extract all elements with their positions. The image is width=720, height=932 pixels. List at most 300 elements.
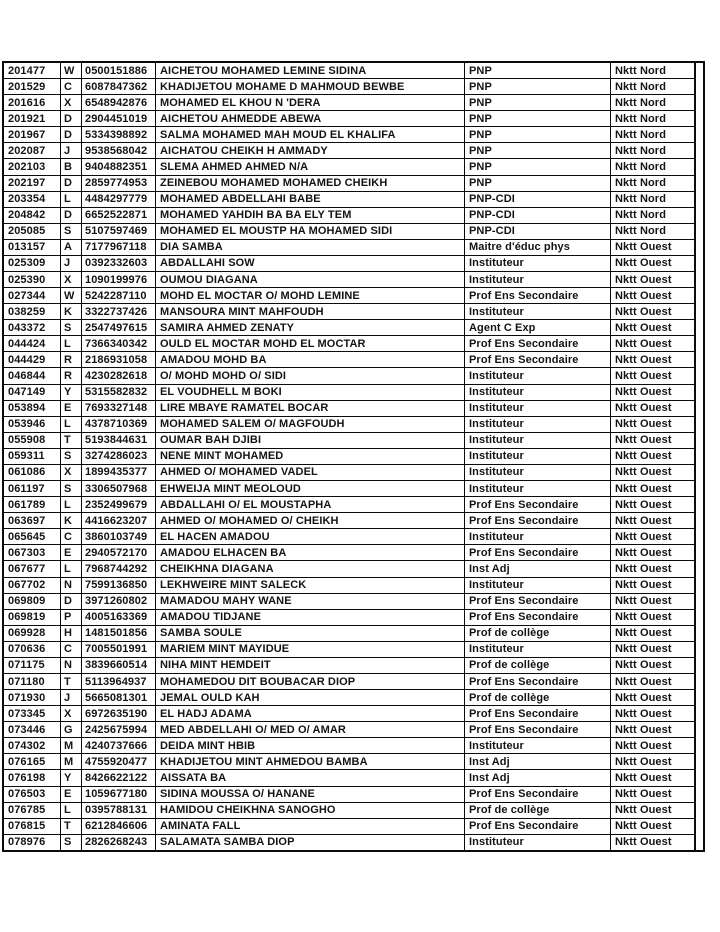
cell-job: Prof Ens Secondaire	[465, 594, 611, 609]
cell-id: 069819	[4, 610, 61, 625]
table-row	[4, 79, 694, 95]
cell-letter: S	[61, 481, 82, 496]
cell-id: 067702	[4, 578, 61, 593]
cell-region: Nktt Nord	[615, 225, 667, 238]
cell-job: Prof de collège	[465, 658, 611, 673]
cell-number: 7599136850	[82, 578, 156, 593]
table-row	[4, 159, 694, 175]
cell-id: 044429	[4, 352, 61, 367]
cell-letter: M	[61, 738, 82, 753]
cell-job: Instituteur	[465, 578, 611, 593]
cell-id: 038259	[4, 304, 61, 319]
cell-letter: J	[61, 256, 82, 271]
cell-name: AMADOU ELHACEN BA	[156, 545, 465, 560]
cell-region: Nktt Nord	[615, 209, 667, 222]
cell-region: Nktt Ouest	[615, 627, 672, 640]
cell-region: Nktt Nord	[615, 161, 667, 173]
table-row	[4, 706, 694, 722]
cell-number: 1059677180	[82, 787, 156, 802]
table-row	[4, 545, 694, 561]
table-row	[4, 465, 694, 481]
cell-name: ZEINEBOU MOHAMED MOHAMED CHEIKH	[156, 176, 465, 191]
cell-name: EL VOUDHELL M BOKI	[156, 385, 465, 400]
cell-name: AISSATA BA	[156, 770, 465, 785]
cell-id: 069928	[4, 626, 61, 641]
cell-name: SAMIRA AHMED ZENATY	[156, 320, 465, 335]
table-row	[4, 127, 694, 143]
cell-number: 2425675994	[82, 722, 156, 737]
cell-job: Prof Ens Secondaire	[465, 706, 611, 721]
cell-region: Nktt Ouest	[615, 289, 672, 302]
cell-region: Nktt Ouest	[615, 804, 672, 817]
table-grid	[4, 63, 696, 850]
table-row	[4, 770, 694, 786]
cell-name: JEMAL OULD KAH	[156, 690, 465, 705]
cell-number: 5242287110	[82, 288, 156, 303]
table-row	[4, 481, 694, 497]
cell-job: Prof de collège	[465, 803, 611, 818]
cell-letter: S	[61, 835, 82, 850]
cell-region: Nktt Ouest	[615, 579, 672, 592]
cell-job: PNP	[465, 79, 611, 94]
cell-letter: K	[61, 304, 82, 319]
table-row	[4, 513, 694, 529]
cell-letter: N	[61, 658, 82, 673]
cell-job: Instituteur	[465, 465, 611, 480]
cell-name: SAMBA SOULE	[156, 626, 465, 641]
table-row	[4, 610, 694, 626]
cell-number: 3839660514	[82, 658, 156, 673]
table-row	[4, 368, 694, 384]
cell-id: 201967	[4, 127, 61, 142]
cell-name: MOHAMEDOU DIT BOUBACAR DIOP	[156, 674, 465, 689]
table-row	[4, 738, 694, 754]
cell-region: Nktt Ouest	[615, 771, 672, 784]
cell-letter: D	[61, 208, 82, 223]
table-row	[4, 192, 694, 208]
cell-letter: C	[61, 642, 82, 657]
cell-job: Inst Adj	[465, 561, 611, 576]
cell-number: 5193844631	[82, 433, 156, 448]
cell-name: CHEIKHNA DIAGANA	[156, 561, 465, 576]
cell-region: Nktt Ouest	[615, 707, 672, 720]
cell-region: Nktt Nord	[615, 80, 667, 93]
cell-letter: J	[61, 690, 82, 705]
cell-id: 071175	[4, 658, 61, 673]
cell-number: 4240737666	[82, 738, 156, 753]
cell-number: 6548942876	[82, 95, 156, 110]
cell-job: PNP	[465, 111, 611, 126]
cell-id: 076503	[4, 787, 61, 802]
cell-name: EL HACEN AMADOU	[156, 529, 465, 544]
cell-name: HAMIDOU CHEIKHNA SANOGHO	[156, 803, 465, 818]
cell-letter: B	[61, 159, 82, 174]
cell-job: Prof Ens Secondaire	[465, 288, 611, 303]
cell-id: 202087	[4, 143, 61, 158]
cell-region: Nktt Ouest	[615, 305, 672, 318]
cell-name: ABDALLAHI SOW	[156, 256, 465, 271]
cell-region: Nktt Ouest	[615, 257, 672, 270]
cell-letter: L	[61, 497, 82, 512]
cell-job: PNP	[465, 176, 611, 191]
cell-name: LEKHWEIRE MINT SALECK	[156, 578, 465, 593]
cell-region: Nktt Ouest	[615, 402, 672, 415]
cell-id: 053946	[4, 417, 61, 432]
cell-id: 076815	[4, 819, 61, 834]
cell-letter: C	[61, 529, 82, 544]
cell-id: 063697	[4, 513, 61, 528]
table-row	[4, 320, 694, 336]
table-row	[4, 336, 694, 352]
cell-job: Instituteur	[465, 272, 611, 287]
cell-id: 061197	[4, 481, 61, 496]
cell-letter: D	[61, 176, 82, 191]
cell-name: SALAMATA SAMBA DIOP	[156, 835, 465, 850]
cell-name: O/ MOHD MOHD O/ SIDI	[156, 368, 465, 383]
cell-region: Nktt Ouest	[615, 675, 672, 688]
cell-name: MANSOURA MINT MAHFOUDH	[156, 304, 465, 319]
cell-letter: X	[61, 272, 82, 287]
cell-name: MOHAMED ABDELLAHI BABE	[156, 192, 465, 207]
table-row	[4, 787, 694, 803]
cell-region: Nktt Ouest	[615, 386, 672, 399]
cell-id: 071180	[4, 674, 61, 689]
cell-number: 5107597469	[82, 224, 156, 239]
cell-id: 202197	[4, 176, 61, 191]
table-row	[4, 111, 694, 127]
cell-job: Prof Ens Secondaire	[465, 787, 611, 802]
cell-letter: L	[61, 803, 82, 818]
cell-job: Instituteur	[465, 304, 611, 319]
cell-job: Instituteur	[465, 385, 611, 400]
cell-letter: E	[61, 545, 82, 560]
cell-id: 059311	[4, 449, 61, 464]
cell-number: 0395788131	[82, 803, 156, 818]
cell-letter: E	[61, 787, 82, 802]
table-row	[4, 272, 694, 288]
cell-region: Nktt Ouest	[615, 546, 672, 559]
cell-name: AHMED O/ MOHAMED O/ CHEIKH	[156, 513, 465, 528]
cell-job: PNP	[465, 127, 611, 142]
cell-number: 6972635190	[82, 706, 156, 721]
cell-name: MARIEM MINT MAYIDUE	[156, 642, 465, 657]
table-row	[4, 256, 694, 272]
cell-id: 203354	[4, 192, 61, 207]
cell-number: 2940572170	[82, 545, 156, 560]
cell-region: Nktt Ouest	[615, 820, 672, 833]
cell-region: Nktt Nord	[615, 112, 667, 125]
cell-letter: T	[61, 674, 82, 689]
table-row	[4, 626, 694, 642]
cell-job: Prof Ens Secondaire	[465, 722, 611, 737]
cell-job: PNP-CDI	[465, 224, 611, 239]
table-row	[4, 690, 694, 706]
cell-name: NENE MINT MOHAMED	[156, 449, 465, 464]
table-row	[4, 433, 694, 449]
cell-id: 076785	[4, 803, 61, 818]
cell-name: DIA SAMBA	[156, 240, 465, 255]
cell-number: 1481501856	[82, 626, 156, 641]
cell-id: 071930	[4, 690, 61, 705]
cell-number: 3322737426	[82, 304, 156, 319]
cell-letter: K	[61, 513, 82, 528]
cell-number: 2186931058	[82, 352, 156, 367]
cell-job: PNP-CDI	[465, 208, 611, 223]
cell-job: PNP	[465, 159, 611, 174]
cell-job: Prof Ens Secondaire	[465, 819, 611, 834]
cell-letter: E	[61, 401, 82, 416]
cell-region: Nktt Ouest	[615, 337, 672, 350]
cell-number: 4755920477	[82, 754, 156, 769]
table-row	[4, 449, 694, 465]
cell-letter: Y	[61, 385, 82, 400]
cell-job: Instituteur	[465, 835, 611, 850]
cell-number: 2904451019	[82, 111, 156, 126]
cell-name: LIRE MBAYE RAMATEL BOCAR	[156, 401, 465, 416]
cell-name: MOHAMED EL MOUSTP HA MOHAMED SIDI	[156, 224, 465, 239]
cell-letter: T	[61, 433, 82, 448]
cell-name: AMADOU TIDJANE	[156, 610, 465, 625]
cell-region: Nktt Ouest	[615, 273, 672, 286]
cell-id: 076165	[4, 754, 61, 769]
cell-number: 9538568042	[82, 143, 156, 158]
cell-region: Nktt Nord	[615, 96, 667, 109]
cell-number: 4416623207	[82, 513, 156, 528]
table-row	[4, 722, 694, 738]
cell-id: 043372	[4, 320, 61, 335]
cell-id: 201921	[4, 111, 61, 126]
cell-job: Instituteur	[465, 401, 611, 416]
cell-name: ABDALLAHI O/ EL MOUSTAPHA	[156, 497, 465, 512]
cell-number: 2859774953	[82, 176, 156, 191]
cell-number: 4378710369	[82, 417, 156, 432]
cell-job: Prof Ens Secondaire	[465, 674, 611, 689]
cell-name: EHWEIJA MINT MEOLOUD	[156, 481, 465, 496]
cell-region: Nktt Ouest	[615, 321, 672, 334]
cell-region: Nktt Nord	[615, 193, 667, 206]
cell-letter: S	[61, 449, 82, 464]
cell-region: Nktt Ouest	[615, 836, 672, 849]
cell-region: Nktt Ouest	[615, 739, 672, 752]
table-row	[4, 208, 694, 224]
cell-number: 6212846606	[82, 819, 156, 834]
cell-number: 5334398892	[82, 127, 156, 142]
cell-letter: N	[61, 578, 82, 593]
cell-letter: W	[61, 63, 82, 78]
table-row	[4, 385, 694, 401]
cell-region: Nktt Ouest	[615, 755, 672, 768]
table-row	[4, 642, 694, 658]
cell-id: 201529	[4, 79, 61, 94]
cell-region: Nktt Ouest	[615, 514, 672, 527]
cell-number: 2547497615	[82, 320, 156, 335]
cell-letter: S	[61, 320, 82, 335]
table-row	[4, 240, 694, 256]
cell-letter: Y	[61, 770, 82, 785]
table-row	[4, 288, 694, 304]
cell-letter: M	[61, 754, 82, 769]
table-row	[4, 352, 694, 368]
cell-id: 205085	[4, 224, 61, 239]
cell-region: Nktt Ouest	[615, 595, 672, 608]
cell-id: 025309	[4, 256, 61, 271]
cell-number: 6087847362	[82, 79, 156, 94]
cell-id: 047149	[4, 385, 61, 400]
cell-id: 201616	[4, 95, 61, 110]
cell-region: Nktt Ouest	[615, 241, 672, 254]
cell-name: SIDINA MOUSSA O/ HANANE	[156, 787, 465, 802]
cell-letter: X	[61, 465, 82, 480]
cell-number: 6652522871	[82, 208, 156, 223]
cell-name: MED ABDELLAHI O/ MED O/ AMAR	[156, 722, 465, 737]
cell-id: 046844	[4, 368, 61, 383]
cell-id: 073345	[4, 706, 61, 721]
cell-letter: X	[61, 95, 82, 110]
cell-job: PNP-CDI	[465, 192, 611, 207]
cell-name: AICHATOU CHEIKH H AMMADY	[156, 143, 465, 158]
cell-job: Inst Adj	[465, 754, 611, 769]
cell-id: 067677	[4, 561, 61, 576]
cell-letter: X	[61, 706, 82, 721]
cell-job: Inst Adj	[465, 770, 611, 785]
cell-letter: L	[61, 192, 82, 207]
cell-id: 073446	[4, 722, 61, 737]
cell-region: Nktt Ouest	[615, 530, 672, 543]
cell-id: 201477	[4, 63, 61, 78]
cell-id: 013157	[4, 240, 61, 255]
table-row	[4, 578, 694, 594]
cell-region: Nktt Ouest	[615, 434, 672, 447]
cell-name: MOHAMED SALEM O/ MAGFOUDH	[156, 417, 465, 432]
cell-job: Prof Ens Secondaire	[465, 352, 611, 367]
cell-letter: D	[61, 594, 82, 609]
cell-region: Nktt Nord	[615, 64, 667, 77]
cell-number: 2352499679	[82, 497, 156, 512]
cell-id: 025390	[4, 272, 61, 287]
cell-region: Nktt Ouest	[615, 691, 672, 704]
cell-id: 078976	[4, 835, 61, 850]
cell-region: Nktt Ouest	[615, 353, 672, 366]
cell-name: AHMED O/ MOHAMED VADEL	[156, 465, 465, 480]
table-row	[4, 754, 694, 770]
cell-job: Maitre d'éduc phys	[465, 240, 611, 255]
cell-job: PNP	[465, 63, 611, 78]
cell-job: Instituteur	[465, 256, 611, 271]
cell-name: OULD EL MOCTAR MOHD EL MOCTAR	[156, 336, 465, 351]
cell-number: 1090199976	[82, 272, 156, 287]
table-row	[4, 594, 694, 610]
cell-number: 4005163369	[82, 610, 156, 625]
cell-job: Prof Ens Secondaire	[465, 513, 611, 528]
cell-job: Instituteur	[465, 368, 611, 383]
cell-letter: D	[61, 111, 82, 126]
cell-job: PNP	[465, 95, 611, 110]
table-row	[4, 803, 694, 819]
cell-letter: C	[61, 79, 82, 94]
table-row	[4, 176, 694, 192]
cell-region: Nktt Ouest	[615, 562, 672, 575]
cell-id: 055908	[4, 433, 61, 448]
cell-name: AICHETOU AHMEDDE ABEWA	[156, 111, 465, 126]
cell-id: 076198	[4, 770, 61, 785]
cell-id: 070636	[4, 642, 61, 657]
cell-name: SALMA MOHAMED MAH MOUD EL KHALIFA	[156, 127, 465, 142]
cell-number: 7693327148	[82, 401, 156, 416]
cell-letter: S	[61, 224, 82, 239]
cell-name: MOHD EL MOCTAR O/ MOHD LEMINE	[156, 288, 465, 303]
table-row	[4, 561, 694, 577]
table-row	[4, 143, 694, 159]
cell-name: OUMAR BAH DJIBI	[156, 433, 465, 448]
cell-number: 3860103749	[82, 529, 156, 544]
table-row	[4, 529, 694, 545]
cell-id: 067303	[4, 545, 61, 560]
cell-id: 204842	[4, 208, 61, 223]
cell-number: 8426622122	[82, 770, 156, 785]
cell-region: Nktt Nord	[615, 128, 667, 141]
cell-number: 1899435377	[82, 465, 156, 480]
cell-letter: P	[61, 610, 82, 625]
cell-number: 7177967118	[82, 240, 156, 255]
cell-region: Nktt Nord	[615, 177, 667, 190]
cell-letter: A	[61, 240, 82, 255]
table-row	[4, 224, 694, 240]
table-row	[4, 401, 694, 417]
cell-name: AMINATA FALL	[156, 819, 465, 834]
cell-number: 5665081301	[82, 690, 156, 705]
cell-region: Nktt Ouest	[615, 498, 672, 511]
cell-letter: J	[61, 143, 82, 158]
personnel-table	[2, 61, 705, 852]
cell-name: MOHAMED EL KHOU N 'DERA	[156, 95, 465, 110]
cell-name: DEIDA MINT HBIB	[156, 738, 465, 753]
table-row	[4, 417, 694, 433]
table-row	[4, 674, 694, 690]
cell-number: 7005501991	[82, 642, 156, 657]
cell-letter: R	[61, 352, 82, 367]
cell-job: PNP	[465, 143, 611, 158]
cell-job: Agent C Exp	[465, 320, 611, 335]
cell-letter: H	[61, 626, 82, 641]
cell-number: 4230282618	[82, 368, 156, 383]
cell-job: Instituteur	[465, 433, 611, 448]
cell-name: AMADOU MOHD BA	[156, 352, 465, 367]
table-row	[4, 819, 694, 835]
cell-job: Prof Ens Secondaire	[465, 545, 611, 560]
cell-job: Prof Ens Secondaire	[465, 336, 611, 351]
cell-id: 044424	[4, 336, 61, 351]
cell-name: MOHAMED YAHDIH BA BA ELY TEM	[156, 208, 465, 223]
cell-number: 5315582832	[82, 385, 156, 400]
table-row	[4, 63, 694, 79]
cell-region: Nktt Ouest	[615, 788, 672, 801]
cell-id: 027344	[4, 288, 61, 303]
cell-number: 3274286023	[82, 449, 156, 464]
cell-job: Prof de collège	[465, 626, 611, 641]
cell-region: Nktt Ouest	[615, 466, 672, 479]
cell-number: 9404882351	[82, 159, 156, 174]
cell-region: Nktt Ouest	[615, 659, 672, 672]
cell-job: Instituteur	[465, 738, 611, 753]
cell-number: 3306507968	[82, 481, 156, 496]
cell-id: 053894	[4, 401, 61, 416]
table-row	[4, 497, 694, 513]
cell-region: Nktt Ouest	[615, 482, 672, 495]
cell-id: 202103	[4, 159, 61, 174]
cell-name: AICHETOU MOHAMED LEMINE SIDINA	[156, 63, 465, 78]
cell-region: Nktt Nord	[615, 144, 667, 157]
cell-job: Instituteur	[465, 449, 611, 464]
